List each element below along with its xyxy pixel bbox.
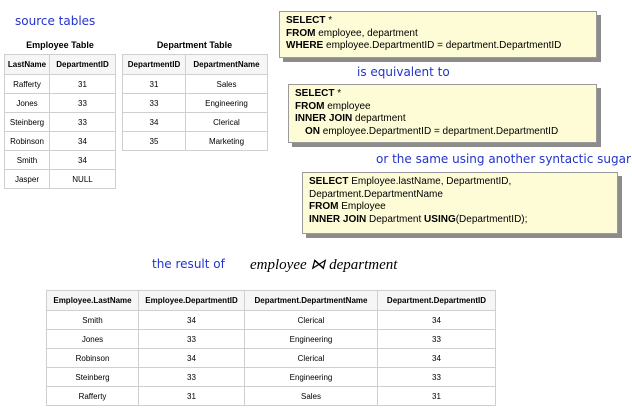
- table-header-row: [5, 55, 116, 75]
- table-cell: Rafferty: [47, 387, 139, 406]
- table-cell: 33: [50, 94, 116, 113]
- sql-text: Department.DepartmentName: [309, 188, 443, 200]
- sql-line: [286, 15, 590, 28]
- table-header-row: [47, 291, 496, 311]
- table-cell: 35: [123, 132, 186, 151]
- sql-text: Employee: [338, 201, 386, 212]
- table-cell: 33: [139, 330, 245, 349]
- sql-line: [309, 189, 611, 202]
- table-cell: 33: [123, 94, 186, 113]
- column-header: DepartmentName: [186, 55, 268, 75]
- table-row: [47, 349, 496, 368]
- sql-text: Department: [366, 213, 425, 225]
- column-header: DepartmentID: [50, 55, 116, 75]
- table-cell: 34: [139, 349, 245, 368]
- table-cell: Steinberg: [5, 113, 50, 132]
- sql-query-box-1: [279, 11, 597, 58]
- table-cell: 31: [139, 387, 245, 406]
- sql-line: [286, 40, 590, 53]
- sql-line: [309, 214, 611, 227]
- table-row: [5, 170, 116, 189]
- department-table-title: Department Table: [156, 40, 233, 50]
- table-cell: Clerical: [186, 113, 268, 132]
- table-cell: 33: [378, 330, 496, 349]
- table-cell: 31: [123, 75, 186, 94]
- table-cell: Sales: [186, 75, 268, 94]
- result-table: [46, 290, 496, 406]
- table-cell: Engineering: [245, 330, 378, 349]
- table-cell: Jones: [5, 94, 50, 113]
- table-cell: 34: [123, 113, 186, 132]
- sql-line: [309, 176, 611, 189]
- column-header: Employee.DepartmentID: [139, 291, 245, 311]
- sql-keyword: SELECT: [286, 15, 326, 26]
- sql-line: [295, 113, 590, 126]
- table-row: [5, 132, 116, 151]
- result-of-label: the result of: [152, 257, 225, 271]
- employee-table: [4, 54, 116, 189]
- equivalent-label: is equivalent to: [357, 65, 450, 79]
- table-row: [47, 330, 496, 349]
- table-cell: Jasper: [5, 170, 50, 189]
- join-expression: employee ⋈ department: [250, 257, 398, 273]
- table-cell: Robinson: [5, 132, 50, 151]
- sql-line: [309, 201, 611, 214]
- table-row: [123, 94, 268, 113]
- sql-keyword: ON: [305, 125, 320, 137]
- table-header-row: [123, 55, 268, 75]
- table-cell: Engineering: [186, 94, 268, 113]
- sql-line: [295, 88, 590, 101]
- sql-text: Employee.lastName, DepartmentID,: [348, 176, 512, 187]
- sql-keyword: FROM: [286, 27, 316, 39]
- sql-keyword: SELECT: [309, 176, 349, 187]
- column-header: Employee.LastName: [47, 291, 139, 311]
- table-cell: NULL: [50, 170, 116, 189]
- table-row: [5, 94, 116, 113]
- table-cell: Sales: [245, 387, 378, 406]
- sql-line: [295, 126, 590, 139]
- table-cell: Robinson: [47, 349, 139, 368]
- table-cell: 34: [50, 151, 116, 170]
- column-header: DepartmentID: [123, 55, 186, 75]
- table-cell: 33: [139, 368, 245, 387]
- table-cell: 31: [50, 75, 116, 94]
- column-header: Department.DepartmentName: [245, 291, 378, 311]
- column-header: Department.DepartmentID: [378, 291, 496, 311]
- table-cell: 31: [378, 387, 496, 406]
- sql-text: employee.DepartmentID = department.DepartmentID: [323, 40, 562, 51]
- table-cell: 34: [378, 349, 496, 368]
- table-cell: 34: [378, 311, 496, 330]
- sql-query-box-2: [288, 84, 597, 143]
- sql-text: employee.DepartmentID = department.DepartmentID: [320, 125, 559, 137]
- column-header: LastName: [5, 55, 50, 75]
- table-cell: Clerical: [245, 349, 378, 368]
- table-row: [5, 151, 116, 170]
- table-row: [5, 113, 116, 132]
- table-cell: Steinberg: [47, 368, 139, 387]
- sql-keyword: USING: [424, 213, 456, 225]
- syntactic-sugar-label: or the same using another syntactic sugar: [376, 152, 631, 166]
- table-row: [47, 387, 496, 406]
- sql-line: [295, 101, 590, 114]
- sql-query-box-3: [302, 172, 618, 234]
- sql-text: (DepartmentID);: [455, 213, 528, 225]
- table-row: [47, 311, 496, 330]
- sql-keyword: INNER JOIN: [295, 113, 353, 124]
- sql-text: employee: [324, 100, 371, 112]
- table-cell: Smith: [5, 151, 50, 170]
- sql-keyword: FROM: [309, 201, 339, 212]
- department-table: [122, 54, 268, 151]
- sql-text: employee, department: [315, 27, 418, 39]
- sql-keyword: INNER JOIN: [309, 213, 367, 225]
- sql-text: *: [325, 15, 333, 26]
- table-cell: Smith: [47, 311, 139, 330]
- sql-keyword: WHERE: [286, 40, 324, 51]
- table-cell: Marketing: [186, 132, 268, 151]
- table-cell: Jones: [47, 330, 139, 349]
- employee-table-title: Employee Table: [26, 40, 94, 50]
- table-row: [123, 113, 268, 132]
- table-row: [123, 132, 268, 151]
- sql-text: *: [334, 88, 342, 99]
- table-cell: Engineering: [245, 368, 378, 387]
- table-row: [47, 368, 496, 387]
- sql-keyword: SELECT: [295, 88, 335, 99]
- sql-text: department: [352, 113, 406, 124]
- table-row: [123, 75, 268, 94]
- sql-line: [286, 28, 590, 41]
- source-tables-label: source tables: [15, 14, 96, 28]
- table-cell: 33: [50, 113, 116, 132]
- table-cell: Clerical: [245, 311, 378, 330]
- sql-keyword: FROM: [295, 100, 325, 112]
- table-cell: 34: [50, 132, 116, 151]
- table-row: [5, 75, 116, 94]
- table-cell: Rafferty: [5, 75, 50, 94]
- table-cell: 34: [139, 311, 245, 330]
- table-cell: 33: [378, 368, 496, 387]
